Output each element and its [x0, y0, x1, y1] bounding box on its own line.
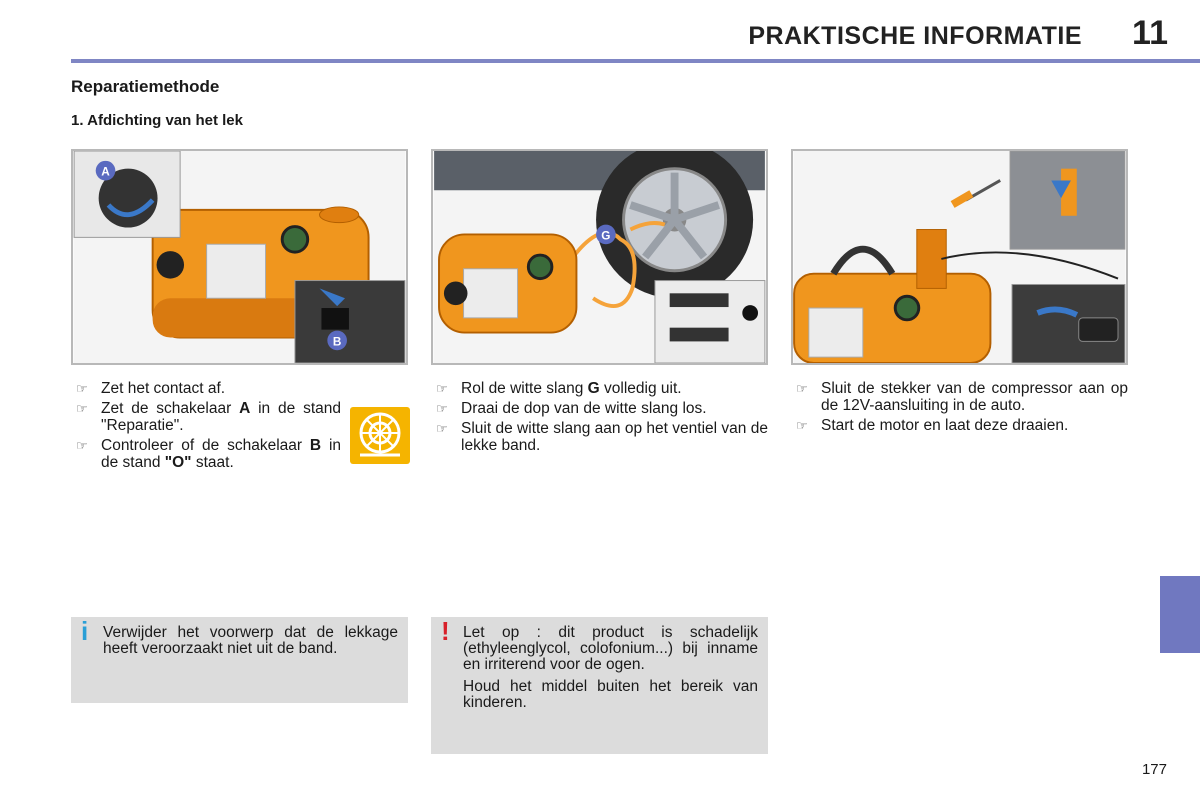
warning-icon: !	[441, 616, 450, 646]
tyre-repair-icon	[350, 407, 410, 464]
hand-pointer-icon: ☞	[796, 418, 808, 433]
list-item: ☞ Rol de witte slang G volledig uit.	[436, 380, 682, 397]
list-item: ☞ Controleer of de schakelaar B in de stand "O" staat.	[76, 437, 342, 471]
hand-pointer-icon: ☞	[796, 381, 808, 396]
page-number: 177	[1141, 761, 1167, 778]
socket-connection-illustration	[791, 149, 1128, 365]
compressor-switch-illustration	[71, 149, 408, 365]
step-title: 1. Afdichting van het lek	[71, 112, 243, 129]
hand-pointer-icon: ☞	[76, 438, 88, 453]
label-b: B	[332, 335, 342, 349]
hand-pointer-icon: ☞	[76, 401, 88, 416]
list-item: ☞ Sluit de witte slang aan op het ventiel van de lekke band.	[436, 420, 768, 454]
list-item: ☞ Draai de dop van de witte slang los.	[436, 400, 707, 417]
hose-to-tyre-illustration	[431, 149, 768, 365]
instructions-column-1	[71, 380, 341, 474]
instructions-column-2	[431, 380, 768, 457]
hand-pointer-icon: ☞	[436, 421, 448, 436]
info-text: Verwijder het voorwerp dat de lekkage heeft veroorzaakt niet uit de band.	[103, 624, 398, 657]
label-g: G	[601, 229, 611, 243]
hand-pointer-icon: ☞	[436, 381, 448, 396]
list-item: ☞ Sluit de stekker van de compressor aan op de 12V-aansluiting in de auto.	[796, 380, 1128, 414]
hand-pointer-icon: ☞	[436, 401, 448, 416]
info-icon: i	[81, 616, 89, 646]
warning-text-2: Houd het middel buiten het bereik van kinderen.	[463, 678, 758, 711]
list-item: ☞ Zet het contact af.	[76, 380, 226, 397]
page-title: PRAKTISCHE INFORMATIE	[748, 22, 1082, 50]
info-note	[71, 617, 408, 703]
chapter-number: 11	[1132, 14, 1168, 52]
instructions-column-3	[791, 380, 1128, 437]
list-item: ☞ Start de motor en laat deze draaien.	[796, 417, 1069, 434]
hand-pointer-icon: ☞	[76, 381, 88, 396]
warning-text-1: Let op : dit product is schadelijk (ethyleenglycol, colofonium...) bij inname en irriterend voor de ogen.	[463, 624, 758, 673]
list-item: ☞ Zet de schakelaar A in de stand "Reparatie".	[76, 400, 341, 434]
section-title: Reparatiemethode	[71, 77, 220, 96]
chapter-tab	[1160, 576, 1200, 653]
label-a: A	[101, 165, 110, 179]
warning-note	[431, 617, 768, 754]
header-rule	[71, 59, 1200, 63]
